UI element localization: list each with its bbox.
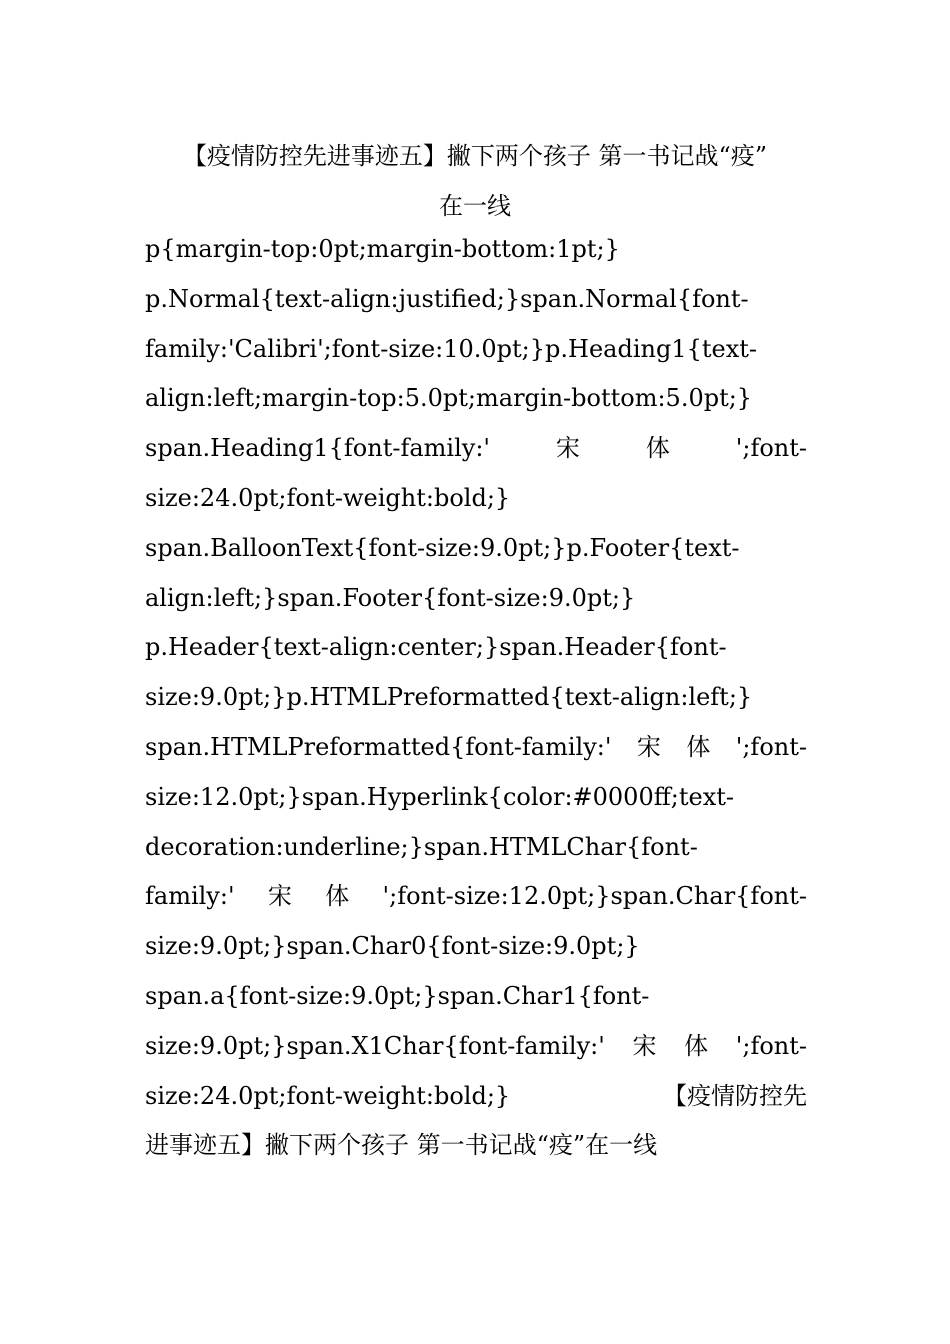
body-line-segment: align:left;margin-top:5.0pt;margin-bottom:5.0pt;}: [145, 384, 753, 413]
body-line-segment: 进事迹五】撇下两个孩子 第一书记战“疫”在一线: [145, 1131, 658, 1160]
body-line-segment: align:left;}span.Footer{font-size:9.0pt;}: [145, 583, 636, 612]
body-line-segment: 【疫情防控先: [663, 1081, 807, 1110]
body-line: [145, 823, 807, 873]
body-line-segment: decoration:underline;}span.HTMLChar{font-: [145, 832, 698, 861]
body-line: [145, 922, 807, 972]
document-title: [145, 131, 805, 231]
body-line-segment: size:9.0pt;}span.X1Char{font-family:': [145, 1031, 605, 1060]
body-line-segment: 宋: [636, 732, 661, 761]
body-line-segment: p{margin-top:0pt;margin-bottom:1pt;}: [145, 235, 620, 263]
body-line: [145, 673, 807, 723]
body-line-segment: size:24.0pt;font-weight:bold;}: [145, 1081, 511, 1110]
body-line-segment: ';font-: [735, 434, 807, 463]
body-line: [145, 424, 807, 474]
body-line-segment: 体: [325, 882, 350, 911]
body-line-segment: 体: [684, 1031, 709, 1060]
body-line-segment: size:9.0pt;}p.HTMLPreformatted{text-align:left;}: [145, 683, 753, 712]
body-line-segment: ';font-: [735, 732, 807, 761]
body-line: [145, 474, 807, 524]
body-line: [145, 574, 807, 624]
body-line-segment: ';font-size:12.0pt;}span.Char{font-: [382, 882, 807, 911]
body-line-segment: p.Normal{text-align:justified;}span.Normal{font-: [145, 284, 749, 313]
body-line-segment: 宋: [555, 434, 580, 463]
body-line-segment: 宋: [267, 882, 292, 911]
body-line: [145, 723, 807, 773]
body-line-segment: 体: [645, 434, 670, 463]
body-line-segment: p.Header{text-align:center;}span.Header{font-: [145, 633, 727, 662]
body-line-segment: 宋: [632, 1031, 657, 1060]
body-line: [145, 1121, 807, 1171]
body-line: [145, 325, 807, 375]
body-line-segment: span.a{font-size:9.0pt;}span.Char1{font-: [145, 981, 650, 1010]
body-line: [145, 1022, 807, 1072]
body-line-segment: family:': [145, 882, 235, 911]
body-line: [145, 374, 807, 424]
body-line: [145, 872, 807, 922]
body-line: [145, 275, 807, 325]
body-line: [145, 225, 807, 275]
body-line-segment: size:24.0pt;font-weight:bold;}: [145, 483, 511, 512]
document-body: [145, 225, 807, 1171]
body-line: [145, 623, 807, 673]
body-line-segment: ';font-: [735, 1031, 807, 1060]
body-line-segment: family:'Calibri';font-size:10.0pt;}p.Heading1{text-: [145, 334, 757, 363]
body-line: [145, 773, 807, 823]
title-line: 【疫情防控先进事迹五】撇下两个孩子 第一书记战“疫”: [182, 142, 768, 170]
body-line-segment: size:12.0pt;}span.Hyperlink{color:#0000ff;text-: [145, 782, 734, 811]
body-line-segment: span.Heading1{font-family:': [145, 434, 490, 463]
body-line-segment: 体: [686, 732, 711, 761]
body-line: [145, 972, 807, 1022]
body-line: [145, 524, 807, 574]
body-line-segment: span.HTMLPreformatted{font-family:': [145, 732, 612, 761]
title-line: 在一线: [439, 192, 511, 220]
body-line-segment: span.BalloonText{font-size:9.0pt;}p.Footer{text-: [145, 533, 740, 562]
body-line: [145, 1072, 807, 1122]
body-line-segment: size:9.0pt;}span.Char0{font-size:9.0pt;}: [145, 932, 640, 961]
